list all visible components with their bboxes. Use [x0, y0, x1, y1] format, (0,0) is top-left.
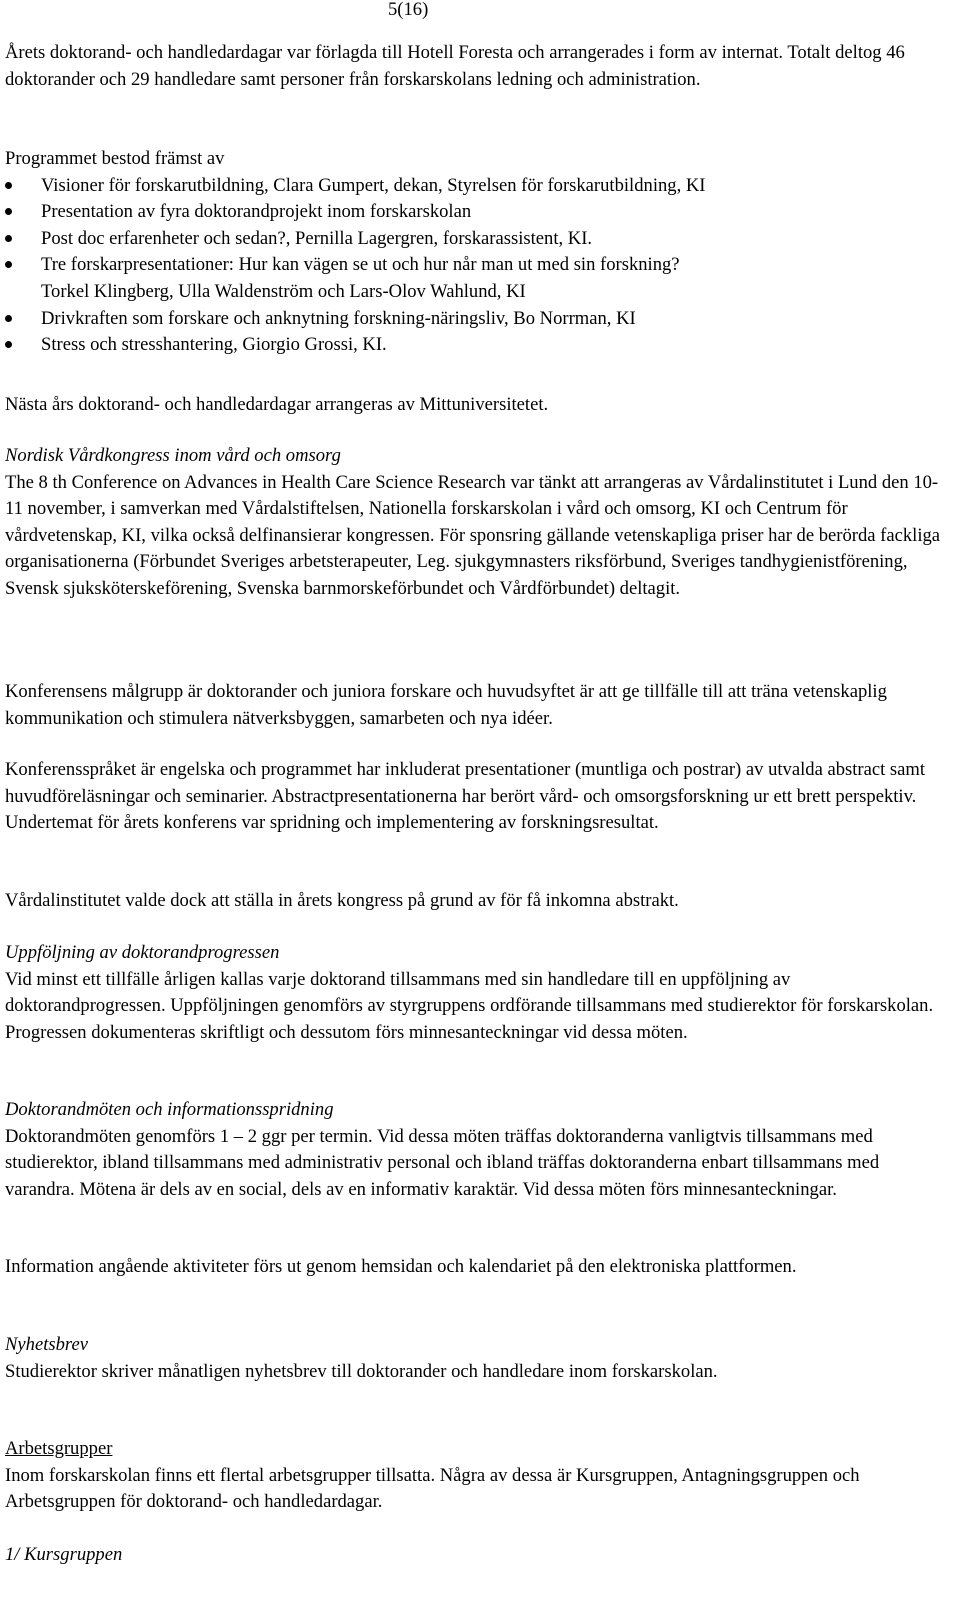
nordisk-paragraph-4: Vårdalinstitutet valde dock att ställa in årets kongress på grund av för få inkomna abstrakt. — [5, 890, 679, 911]
uppfoljning-paragraph: Vid minst ett tillfälle årligen kallas varje doktorand tillsammans med sin handledare till en uppföljning av doktorandprogressen. Uppföljningen genomförs av styrgruppens ordförande tillsammans med studierektor för forskarskolan. Progressen dokumenteras skriftligt och dessutom förs minnesanteckningar vid dessa möten. — [5, 968, 934, 1043]
kursgruppen-heading: 1/ Kursgruppen — [5, 1544, 123, 1565]
next-year-paragraph: Nästa års doktorand- och handledardagar arrangeras av Mittuniversitetet. — [5, 394, 549, 415]
nordisk-heading: Nordisk Vårdkongress inom vård och omsorg — [5, 445, 341, 466]
list-item: Stress och stresshantering, Giorgio Grossi, KI. — [5, 332, 950, 359]
bullet-icon — [5, 261, 12, 268]
nyhetsbrev-heading: Nyhetsbrev — [5, 1334, 88, 1355]
nordisk-paragraph-2: Konferensens målgrupp är doktorander och juniora forskare och huvudsyftet är att ge tillfälle till att träna vetenskaplig kommunikation och stimulera nätverksbyggen, samarbeten och nya idéer. — [5, 681, 887, 729]
list-item: Drivkraften som forskare och anknytning forskning-näringsliv, Bo Norrman, KI — [5, 306, 950, 333]
bullet-icon — [5, 235, 12, 242]
programme-lead: Programmet bestod främst av — [5, 148, 225, 169]
nordisk-section — [5, 443, 950, 603]
bullet-icon — [5, 341, 12, 348]
nyhetsbrev-section — [5, 1332, 950, 1385]
programme-section — [5, 146, 950, 359]
bullet-icon — [5, 208, 12, 215]
arbetsgrupper-paragraph: Inom forskarskolan finns ett flertal arbetsgrupper tillsatta. Några av dessa är Kursgruppen, Antagningsgruppen och Arbetsgruppen för doktorand- och handledardagar. — [5, 1464, 860, 1513]
arbetsgrupper-heading: Arbetsgrupper — [5, 1438, 113, 1459]
doktorandmoten-paragraph: Doktorandmöten genomförs 1 – 2 ggr per termin. Vid dessa möten träffas doktoranderna vanligtvis tillsammans med studierektor, ibland tillsammans med administrativ personal och ibland träffas doktoranderna enbart tillsammans med varandra. Mötena är dels av en social, dels av en informativ karaktär. Vid dessa möten förs minnesanteckningar. — [5, 1125, 880, 1200]
nordisk-paragraph-3: Konferensspråket är engelska och programmet har inkluderat presentationer (muntliga och postrar) av utvalda abstract samt huvudföreläsningar och seminarier. Abstractpresentationerna har berört vård- och omsorgsforskning ur ett brett perspektiv. Undertemat för årets konferens var spridning och implementering av forskningsresultat. — [5, 759, 926, 834]
list-item: Visioner för forskarutbildning, Clara Gumpert, dekan, Styrelsen för forskarutbildning, KI — [5, 173, 950, 200]
nordisk-paragraph-1: The 8 th Conference on Advances in Health Care Science Research var tänkt att arrangeras av Vårdalinstitutet i Lund den 10-11 november, i samverkan med Vårdalstiftelsen, Nationella forskarskolan i vård och omsorg, KI och Centrum för vårdvetenskap, KI, vilka också delfinansierar kongressen. För sponsring gällande vetenskapliga priser har de berörda fackliga organisationerna (Förbundet Sveriges arbetsterapeuter, Leg. sjukgymnasters riksförbund, Sveriges tandhygienistförening, Svensk sjuksköterskeförening, Svenska barnmorskeförbundet och Vårdförbundet) deltagit. — [5, 471, 941, 599]
information-paragraph: Information angående aktiviteter förs ut genom hemsidan och kalendariet på den elektroniska plattformen. — [5, 1256, 797, 1277]
nyhetsbrev-paragraph: Studierektor skriver månatligen nyhetsbrev till doktorander och handledare inom forskarskolan. — [5, 1360, 718, 1382]
bullet-icon — [5, 315, 12, 322]
list-item: Tre forskarpresentationer: Hur kan vägen se ut och hur når man ut med sin forskning? — [5, 252, 950, 279]
arbetsgrupper-section — [5, 1436, 950, 1516]
list-item: Torkel Klingberg, Ulla Waldenström och Lars-Olov Wahlund, KI — [41, 280, 526, 302]
uppfoljning-heading: Uppföljning av doktorandprogressen — [5, 942, 280, 963]
list-item: Post doc erfarenheter och sedan?, Pernilla Lagergren, forskarassistent, KI. — [5, 226, 950, 253]
programme-list — [5, 173, 950, 359]
doktorandmoten-section — [5, 1097, 950, 1203]
page-number: 5(16) — [388, 0, 429, 20]
bullet-icon — [5, 182, 12, 189]
uppfoljning-section — [5, 940, 950, 1046]
list-item: Presentation av fyra doktorandprojekt inom forskarskolan — [5, 199, 950, 226]
doktorandmoten-heading: Doktorandmöten och informationsspridning — [5, 1099, 334, 1120]
intro-paragraph: Årets doktorand- och handledardagar var förlagda till Hotell Foresta och arrangerades i form av internat. Totalt deltog 46 doktorander och 29 handledare samt personer från forskarskolans ledning och administration. — [5, 42, 905, 90]
